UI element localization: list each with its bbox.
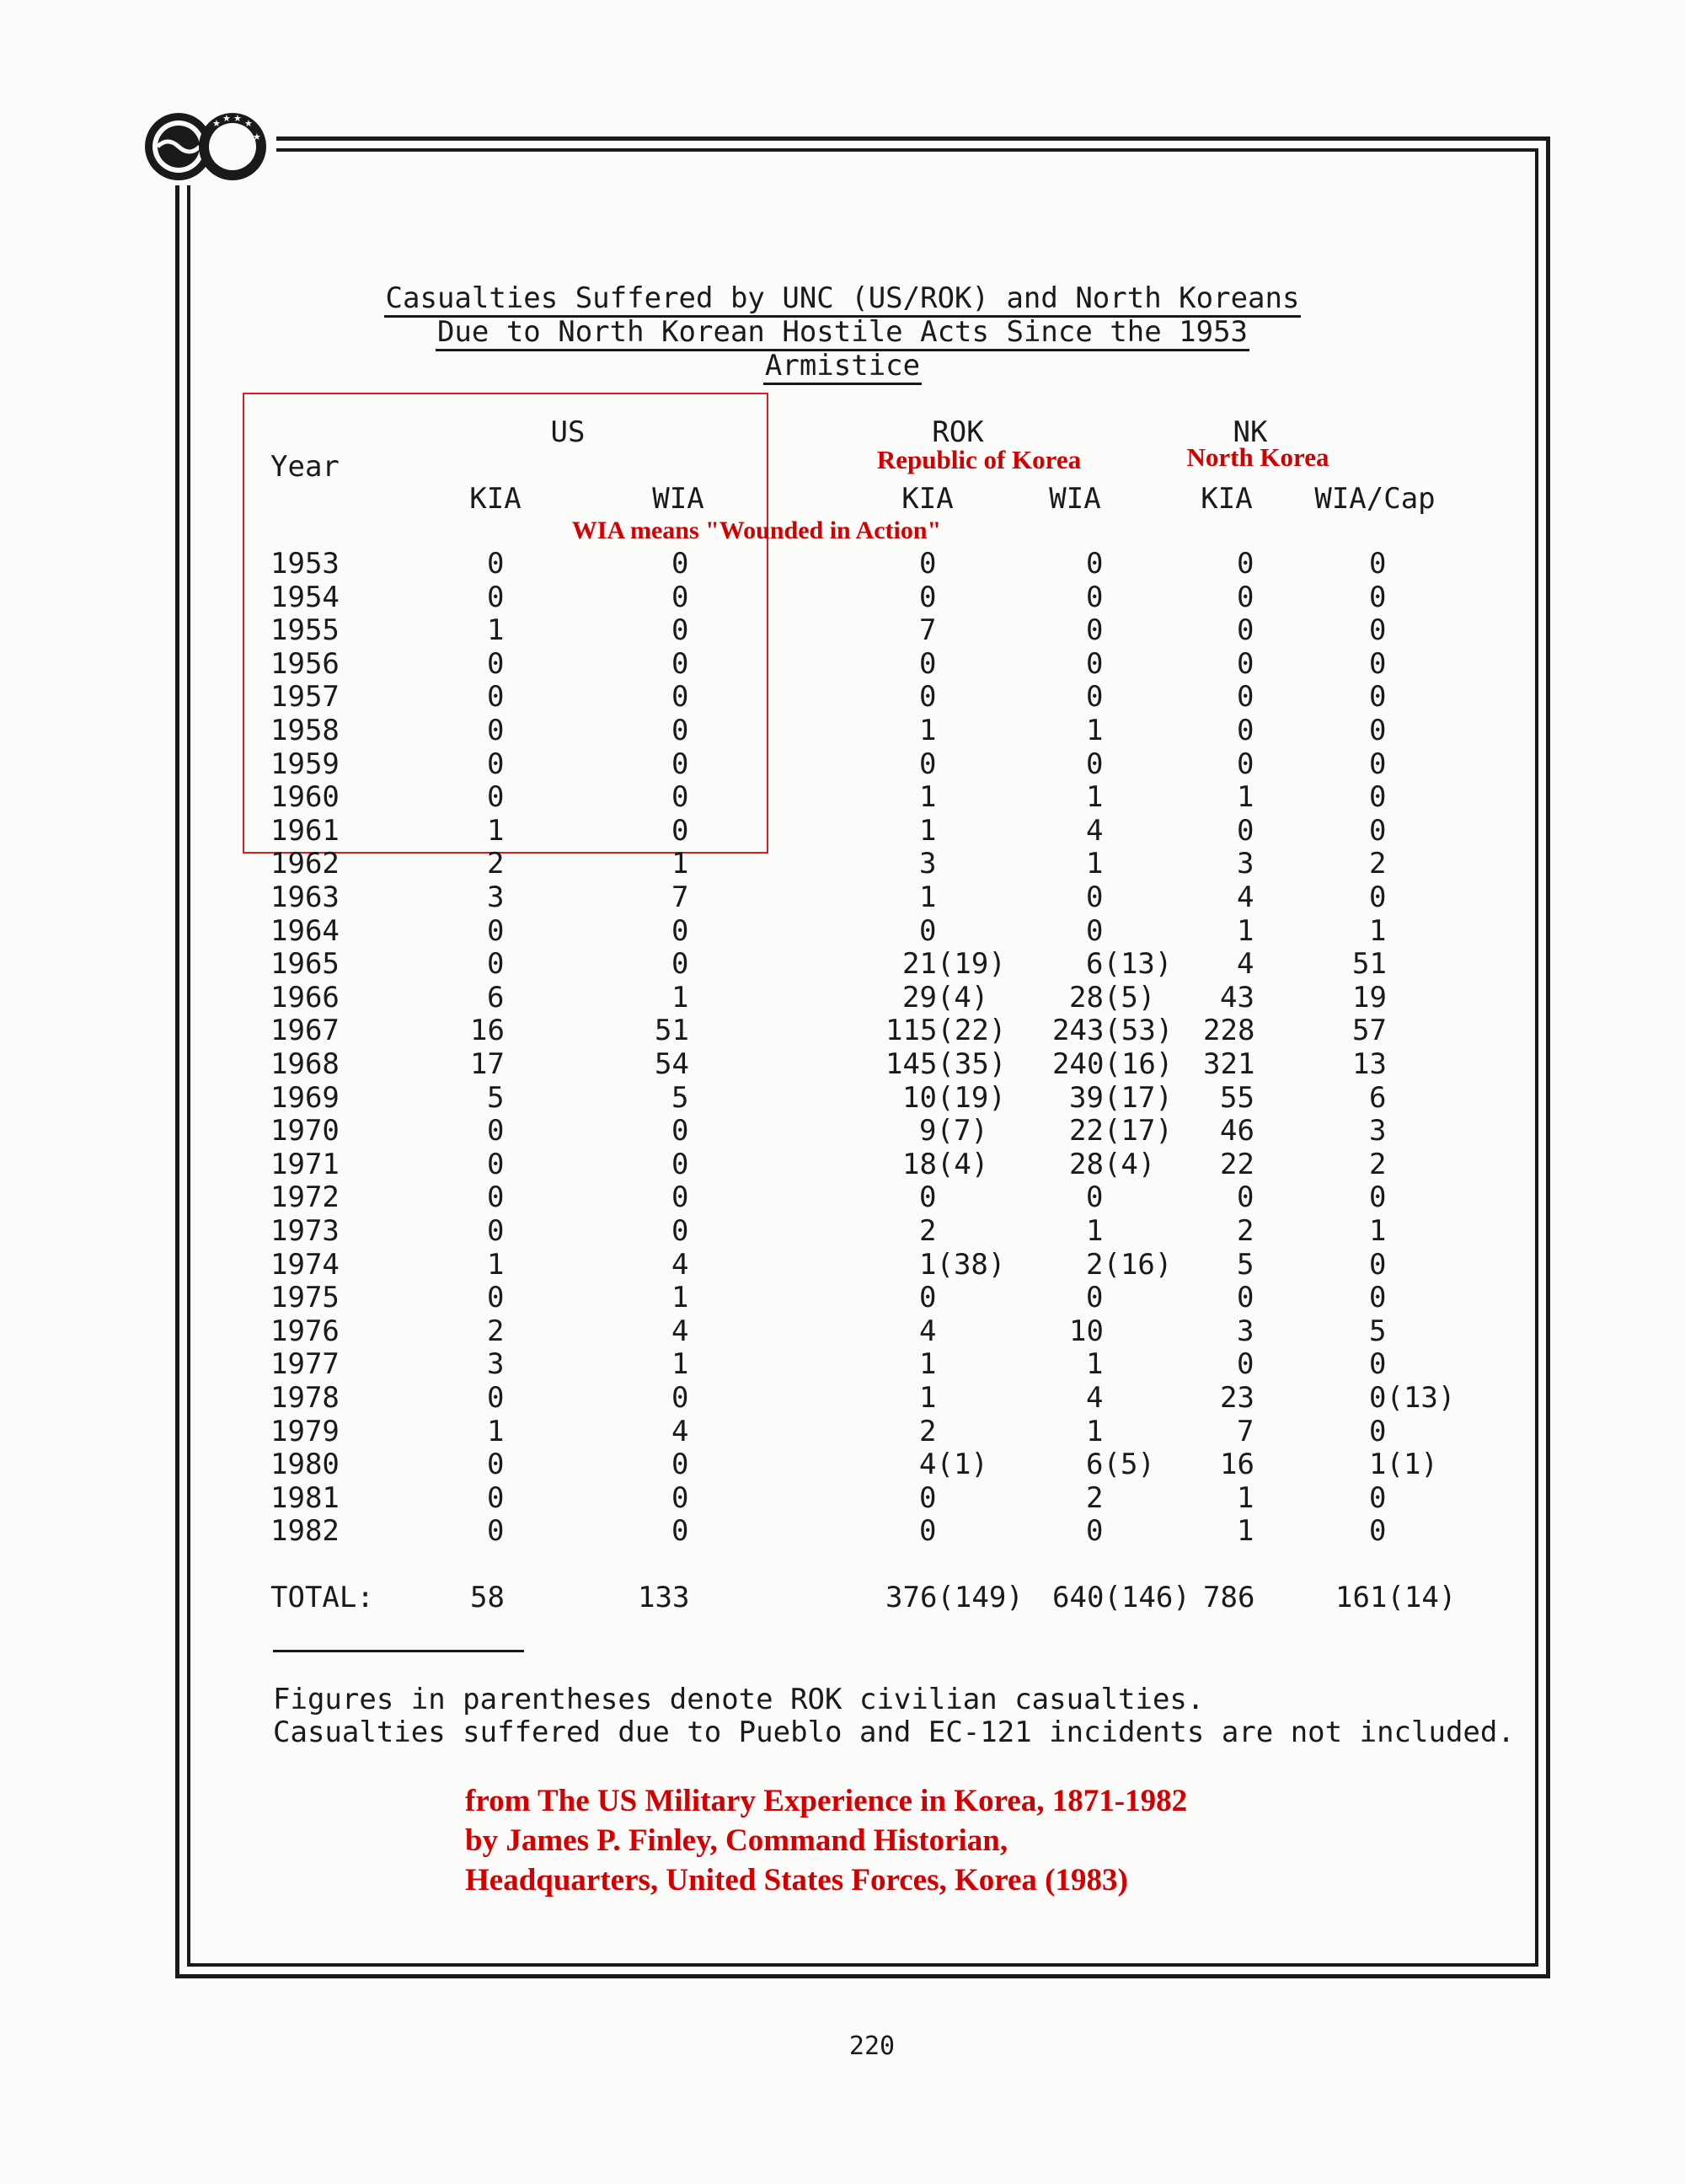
cell-rok-wia: 0 [1086,1281,1104,1315]
cell-nk-kia: 228 [1203,1014,1255,1048]
cell-nk-kia: 0 [1237,580,1254,614]
cell-us-kia: 0 [487,1448,505,1482]
year-cell: 1980 [270,1448,340,1482]
cell-nk-kia: 0 [1237,747,1254,781]
cell-us-wia: 1 [671,1347,689,1382]
cell-rok-kia: 376(149) [885,1581,1024,1614]
year-cell: 1961 [270,813,340,848]
cell-rok-kia: 2 [919,1214,937,1248]
title-line-1: Casualties Suffered by UNC (US/ROK) and North Koreans [0,281,1685,315]
cell-us-kia: 6 [487,980,505,1014]
cell-nk-wia-cap: 19 [1352,980,1387,1014]
year-cell: 1971 [270,1147,340,1181]
footnote-1: Figures in parentheses denote ROK civilian casualties. [273,1683,1205,1716]
cell-nk-wia-cap: 0 [1369,1514,1387,1549]
cell-nk-kia: 0 [1237,1281,1254,1315]
cell-nk-kia: 0 [1237,1180,1254,1215]
citation-line-2: by James P. Finley, Command Historian, [465,1823,1008,1858]
cell-us-kia: 0 [487,1480,505,1515]
cell-rok-kia: 1 [919,1381,937,1415]
cell-nk-wia-cap: 6 [1369,1080,1387,1115]
cell-rok-wia: 2 [1086,1480,1104,1515]
cell-rok-kia: 1(38) [919,1247,1006,1282]
year-cell: 1981 [270,1480,340,1515]
cell-rok-wia: 2(16) [1086,1247,1173,1282]
cell-rok-kia: 4 [919,1314,937,1348]
citation-line-1: from The US Military Experience in Korea, 1871-1982 [465,1784,1188,1818]
header-nk-kia: KIA [1201,482,1253,516]
cell-nk-kia: 3 [1237,1314,1254,1348]
year-cell: 1959 [270,747,340,781]
cell-rok-wia: 0 [1086,613,1104,648]
cell-rok-kia: 1 [919,813,937,848]
cell-rok-kia: 115(22) [885,1014,1007,1048]
cell-nk-wia-cap: 3 [1369,1114,1387,1148]
cell-nk-wia-cap: 0 [1369,1247,1387,1282]
total-label: TOTAL: [270,1581,374,1614]
cell-nk-kia: 2 [1237,1214,1254,1248]
cell-us-wia: 0 [671,714,689,747]
cell-rok-wia: 0 [1086,680,1104,715]
cell-nk-wia-cap: 0 [1369,1347,1387,1382]
cell-rok-wia: 6(13) [1086,947,1173,982]
cell-rok-kia: 4(1) [919,1448,988,1482]
cell-rok-wia: 6(5) [1086,1448,1155,1482]
cell-nk-wia-cap: 0 [1369,680,1387,715]
cell-rok-kia: 0 [919,913,937,948]
cell-us-kia: 0 [487,1281,505,1315]
cell-nk-kia: 4 [1237,947,1254,982]
svg-text:★: ★ [212,118,221,129]
year-cell: 1970 [270,1114,340,1148]
cell-nk-wia-cap: 0 [1369,747,1387,781]
cell-us-wia: 133 [638,1581,690,1614]
cell-nk-wia-cap: 0(13) [1369,1381,1456,1415]
cell-rok-wia: 1 [1086,1214,1104,1248]
year-cell: 1977 [270,1347,340,1382]
svg-text:★: ★ [222,113,231,124]
cell-us-wia: 4 [671,1314,689,1348]
cell-rok-kia: 1 [919,780,937,815]
cell-nk-kia: 0 [1237,547,1254,581]
cell-nk-wia-cap: 0 [1369,613,1387,648]
cell-us-kia: 0 [487,1114,505,1148]
year-cell: 1966 [270,980,340,1014]
year-cell: 1967 [270,1014,340,1048]
header-nk: NK [1233,415,1268,449]
cell-nk-kia: 1 [1237,1514,1254,1549]
cell-us-wia: 0 [671,547,689,581]
year-cell: 1962 [270,847,340,881]
cell-us-kia: 0 [487,1180,505,1215]
cell-nk-wia-cap: 5 [1369,1314,1387,1348]
cell-us-kia: 1 [487,1414,505,1448]
cell-us-wia: 0 [671,947,689,982]
cell-nk-kia: 0 [1237,1347,1254,1382]
year-cell: 1965 [270,947,340,982]
cell-nk-wia-cap: 57 [1352,1014,1387,1048]
header-rok-kia: KIA [901,482,954,516]
cell-nk-kia: 16 [1220,1448,1254,1482]
cell-us-kia: 0 [487,1381,505,1415]
cell-rok-kia: 9(7) [919,1114,988,1148]
cell-rok-wia: 243(53) [1052,1014,1174,1048]
cell-us-wia: 7 [671,881,689,914]
cell-rok-kia: 1 [919,1347,937,1382]
cell-rok-wia: 10 [1069,1314,1104,1348]
cell-nk-wia-cap: 2 [1369,847,1387,881]
cell-rok-wia: 0 [1086,1514,1104,1549]
cell-nk-kia: 1 [1237,913,1254,948]
cell-rok-kia: 145(35) [885,1047,1007,1081]
cell-us-kia: 0 [487,747,505,781]
cell-us-kia: 0 [487,1514,505,1549]
cell-nk-wia-cap: 0 [1369,1414,1387,1448]
cell-rok-wia: 0 [1086,747,1104,781]
cell-nk-wia-cap: 13 [1352,1047,1387,1081]
cell-nk-wia-cap: 161(14) [1335,1581,1457,1614]
header-us: US [550,415,586,449]
cell-rok-wia: 28(5) [1069,980,1156,1014]
cell-us-kia: 2 [487,1314,505,1348]
cell-rok-wia: 28(4) [1069,1147,1156,1181]
cell-rok-wia: 240(16) [1052,1047,1174,1081]
cell-rok-kia: 0 [919,1480,937,1515]
cell-nk-wia-cap: 1(1) [1369,1448,1438,1482]
cell-us-kia: 17 [470,1047,505,1081]
year-cell: 1974 [270,1247,340,1282]
cell-us-wia: 54 [655,1047,689,1081]
cell-us-kia: 0 [487,913,505,948]
cell-nk-kia: 0 [1237,680,1254,715]
cell-rok-kia: 7 [919,613,937,648]
cell-us-wia: 0 [671,646,689,681]
header-us-wia: WIA [652,482,704,516]
cell-rok-kia: 0 [919,580,937,614]
cell-nk-kia: 0 [1237,813,1254,848]
cell-rok-kia: 0 [919,747,937,781]
rok-annotation: Republic of Korea [876,445,1082,474]
cell-rok-kia: 2 [919,1414,937,1448]
year-cell: 1973 [270,1214,340,1248]
cell-rok-kia: 21(19) [902,947,1006,982]
year-cell: 1956 [270,646,340,681]
cell-rok-wia: 0 [1086,881,1104,914]
cell-nk-kia: 0 [1237,714,1254,747]
cell-us-kia: 0 [487,714,505,747]
cell-us-wia: 0 [671,747,689,781]
year-cell: 1964 [270,913,340,948]
cell-rok-wia: 640(146) [1052,1581,1190,1614]
cell-us-wia: 0 [671,1147,689,1181]
svg-text:★: ★ [244,118,253,129]
cell-us-wia: 0 [671,1114,689,1148]
cell-nk-kia: 5 [1237,1247,1254,1282]
cell-us-kia: 0 [487,780,505,815]
cell-rok-kia: 0 [919,1281,937,1315]
usfk-emblem-logo [142,108,276,185]
cell-nk-wia-cap: 0 [1369,1180,1387,1215]
year-cell: 1976 [270,1314,340,1348]
cell-nk-kia: 55 [1220,1080,1254,1115]
wia-annotation: WIA means "Wounded in Action" [571,517,942,544]
cell-rok-kia: 0 [919,646,937,681]
year-cell: 1960 [270,780,340,815]
cell-us-kia: 1 [487,1247,505,1282]
cell-rok-kia: 29(4) [902,980,989,1014]
header-year: Year [270,450,340,484]
cell-us-wia: 1 [671,1281,689,1315]
cell-rok-wia: 1 [1086,847,1104,881]
cell-us-wia: 0 [671,913,689,948]
cell-us-kia: 0 [487,547,505,581]
cell-nk-wia-cap: 2 [1369,1147,1387,1181]
year-cell: 1979 [270,1414,340,1448]
cell-us-wia: 0 [671,680,689,715]
year-cell: 1953 [270,547,340,581]
year-cell: 1963 [270,881,340,914]
year-cell: 1982 [270,1514,340,1549]
cell-nk-wia-cap: 0 [1369,714,1387,747]
cell-nk-wia-cap: 1 [1369,1214,1387,1248]
footnote-2: Casualties suffered due to Pueblo and EC-121 incidents are not included. [273,1716,1515,1749]
year-cell: 1955 [270,613,340,648]
cell-us-kia: 0 [487,947,505,982]
year-cell: 1954 [270,580,340,614]
year-cell: 1975 [270,1281,340,1315]
cell-rok-kia: 10(19) [902,1080,1006,1115]
cell-us-wia: 0 [671,613,689,648]
header-rok-wia: WIA [1049,482,1101,516]
cell-rok-wia: 4 [1086,813,1104,848]
cell-us-kia: 1 [487,813,505,848]
cell-us-kia: 0 [487,646,505,681]
cell-nk-kia: 786 [1203,1581,1255,1614]
cell-nk-kia: 46 [1220,1114,1254,1148]
cell-nk-wia-cap: 0 [1369,580,1387,614]
footnote-divider [273,1650,524,1652]
cell-rok-kia: 1 [919,714,937,747]
cell-us-kia: 5 [487,1080,505,1115]
cell-us-kia: 58 [470,1581,505,1614]
cell-nk-wia-cap: 0 [1369,646,1387,681]
cell-nk-wia-cap: 0 [1369,547,1387,581]
cell-rok-kia: 0 [919,1514,937,1549]
cell-us-kia: 1 [487,613,505,648]
cell-us-wia: 1 [671,847,689,881]
year-cell: 1958 [270,714,340,747]
cell-us-wia: 4 [671,1247,689,1282]
cell-us-wia: 0 [671,780,689,815]
cell-nk-kia: 0 [1237,646,1254,681]
cell-us-wia: 5 [671,1080,689,1115]
cell-rok-wia: 39(17) [1069,1080,1173,1115]
svg-text:★: ★ [233,113,242,124]
cell-nk-kia: 7 [1237,1414,1254,1448]
cell-us-wia: 1 [671,980,689,1014]
cell-rok-wia: 4 [1086,1381,1104,1415]
cell-us-wia: 51 [655,1014,689,1048]
cell-us-wia: 0 [671,1448,689,1482]
cell-nk-kia: 321 [1203,1047,1255,1081]
nk-annotation: North Korea [1186,442,1329,472]
year-cell: 1957 [270,680,340,715]
cell-rok-kia: 18(4) [902,1147,989,1181]
cell-nk-kia: 3 [1237,847,1254,881]
year-cell: 1969 [270,1080,340,1115]
year-cell: 1978 [270,1381,340,1415]
cell-us-wia: 0 [671,1214,689,1248]
cell-rok-wia: 22(17) [1069,1114,1173,1148]
cell-rok-wia: 0 [1086,1180,1104,1215]
year-cell: 1968 [270,1047,340,1081]
title-line-3: Armistice [0,349,1685,383]
cell-rok-kia: 1 [919,881,937,914]
cell-us-wia: 0 [671,580,689,614]
cell-nk-wia-cap: 0 [1369,881,1387,914]
cell-nk-kia: 23 [1220,1381,1254,1415]
cell-rok-wia: 0 [1086,547,1104,581]
cell-nk-kia: 4 [1237,881,1254,914]
cell-nk-wia-cap: 0 [1369,1281,1387,1315]
cell-nk-kia: 1 [1237,780,1254,815]
cell-us-wia: 4 [671,1414,689,1448]
cell-nk-kia: 0 [1237,613,1254,648]
year-cell: 1972 [270,1180,340,1215]
cell-rok-kia: 0 [919,680,937,715]
cell-us-kia: 3 [487,1347,505,1382]
header-us-kia: KIA [469,482,522,516]
cell-nk-kia: 1 [1237,1480,1254,1515]
cell-rok-wia: 1 [1086,780,1104,815]
cell-us-kia: 0 [487,1214,505,1248]
page-number: 220 [848,2031,896,2061]
cell-us-wia: 0 [671,813,689,848]
cell-rok-kia: 3 [919,847,937,881]
cell-us-kia: 16 [470,1014,505,1048]
cell-us-wia: 0 [671,1480,689,1515]
cell-nk-wia-cap: 0 [1369,780,1387,815]
cell-us-kia: 0 [487,580,505,614]
cell-rok-kia: 0 [919,1180,937,1215]
cell-nk-wia-cap: 51 [1352,947,1387,982]
cell-nk-wia-cap: 0 [1369,1480,1387,1515]
cell-us-wia: 0 [671,1180,689,1215]
cell-nk-wia-cap: 0 [1369,813,1387,848]
cell-rok-kia: 0 [919,547,937,581]
cell-us-kia: 2 [487,847,505,881]
cell-rok-wia: 1 [1086,1414,1104,1448]
cell-rok-wia: 0 [1086,646,1104,681]
header-rok: ROK [932,415,984,449]
cell-rok-wia: 1 [1086,714,1104,747]
title-line-2: Due to North Korean Hostile Acts Since the 1953 [0,315,1685,349]
cell-rok-wia: 0 [1086,580,1104,614]
cell-us-wia: 0 [671,1381,689,1415]
cell-rok-wia: 1 [1086,1347,1104,1382]
cell-nk-wia-cap: 1 [1369,913,1387,948]
cell-nk-kia: 22 [1220,1147,1254,1181]
cell-rok-wia: 0 [1086,913,1104,948]
citation-line-3: Headquarters, United States Forces, Korea (1983) [465,1863,1128,1898]
svg-text:★: ★ [253,131,261,142]
header-nk-wia-cap: WIA/Cap [1314,482,1436,516]
cell-us-kia: 0 [487,1147,505,1181]
cell-us-kia: 3 [487,881,505,914]
cell-nk-kia: 43 [1220,980,1254,1014]
cell-us-kia: 0 [487,680,505,715]
cell-us-wia: 0 [671,1514,689,1549]
